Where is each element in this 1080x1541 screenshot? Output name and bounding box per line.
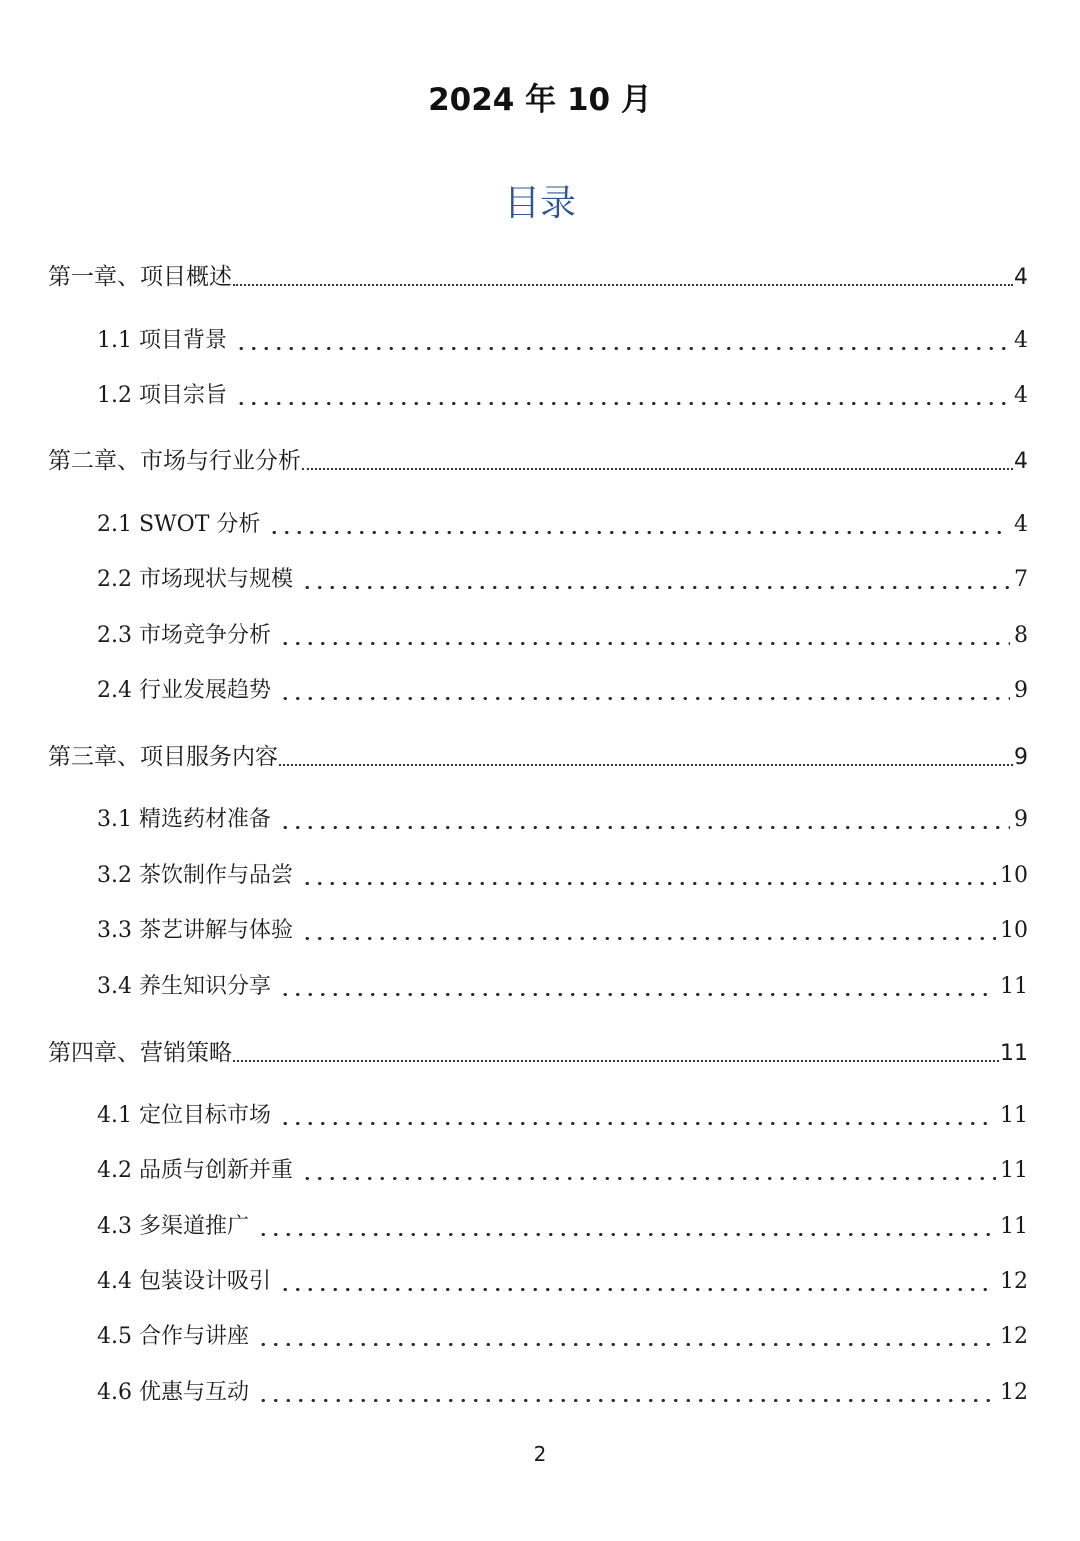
toc-leader-dots: [235, 347, 1010, 350]
toc-entry-page: 12: [1000, 1380, 1028, 1405]
toc-leader-dots: [301, 1177, 996, 1180]
toc-entry-section-2-3[interactable]: [97, 619, 1028, 653]
toc-entry-section-2-1[interactable]: [97, 508, 1028, 542]
toc-leader-dots: [257, 1399, 996, 1402]
toc-entry-page: 11: [1000, 1158, 1028, 1183]
toc-entry-label: 第三章、项目服务内容: [48, 744, 278, 770]
toc-leader-dots: [279, 993, 996, 996]
toc-entry-label: 3.1 精选药材准备: [97, 807, 271, 832]
toc-entry-page: 12: [1000, 1269, 1028, 1294]
toc-leader-dots: [279, 826, 1010, 829]
toc-entry-section-2-4[interactable]: [97, 674, 1028, 708]
toc-entry-page: 11: [1000, 1103, 1028, 1128]
toc-leader-dots: [301, 586, 1010, 589]
toc-leader-dots: [233, 284, 1013, 286]
toc-entry-label: 1.1 项目背景: [97, 328, 227, 353]
toc-entry-chapter-1[interactable]: [48, 260, 1028, 294]
toc-entry-label: 3.4 养生知识分享: [97, 974, 271, 999]
toc-entry-label: 4.3 多渠道推广: [97, 1214, 249, 1239]
toc-entry-page: 11: [1000, 974, 1028, 999]
toc-entry-section-4-3[interactable]: [97, 1210, 1028, 1244]
toc-entry-label: 4.4 包装设计吸引: [97, 1269, 271, 1294]
toc-entry-section-3-4[interactable]: [97, 970, 1028, 1004]
toc-leader-dots: [257, 1233, 996, 1236]
toc-entry-section-4-1[interactable]: [97, 1099, 1028, 1133]
toc-leader-dots: [233, 1060, 999, 1062]
toc-entry-page: 7: [1014, 567, 1028, 592]
toc-entry-page: 11: [1000, 1041, 1028, 1066]
toc-entry-chapter-4[interactable]: [48, 1036, 1028, 1070]
toc-entry-label: 1.2 项目宗旨: [97, 383, 227, 408]
toc-entry-section-4-6[interactable]: [97, 1376, 1028, 1410]
date-heading: 2024 年 10 月: [428, 82, 652, 118]
toc-title: 目录: [503, 183, 576, 224]
toc-entry-page: 4: [1014, 383, 1028, 408]
toc-entry-label: 2.4 行业发展趋势: [97, 678, 271, 703]
toc-entry-page: 9: [1014, 678, 1028, 703]
toc-entry-label: 2.1 SWOT 分析: [97, 512, 261, 537]
toc-leader-dots: [279, 697, 1010, 700]
toc-leader-dots: [257, 1343, 996, 1346]
toc-entry-page: 11: [1000, 1214, 1028, 1239]
toc-entry-label: 3.3 茶艺讲解与体验: [97, 918, 293, 943]
toc-entry-section-3-2[interactable]: [97, 859, 1028, 893]
page-number: 2: [533, 1442, 547, 1466]
toc-entry-label: 2.2 市场现状与规模: [97, 567, 293, 592]
toc-entry-section-1-1[interactable]: [97, 324, 1028, 358]
toc-entry-page: 10: [1000, 918, 1028, 943]
toc-entry-page: 9: [1014, 745, 1028, 770]
toc-entry-label: 4.2 品质与创新并重: [97, 1158, 293, 1183]
toc-entry-section-3-1[interactable]: [97, 803, 1028, 837]
toc-entry-label: 第一章、项目概述: [48, 264, 232, 290]
toc-entry-page: 10: [1000, 863, 1028, 888]
toc-entry-chapter-2[interactable]: [48, 444, 1028, 478]
toc-entry-label: 第二章、市场与行业分析: [48, 448, 301, 474]
toc-entry-label: 3.2 茶饮制作与品尝: [97, 863, 293, 888]
toc-leader-dots: [279, 764, 1013, 766]
toc-entry-page: 12: [1000, 1324, 1028, 1349]
toc-leader-dots: [279, 642, 1010, 645]
toc-entry-page: 4: [1014, 265, 1028, 290]
toc-entry-label: 4.6 优惠与互动: [97, 1380, 249, 1405]
toc-leader-dots: [302, 468, 1013, 470]
toc-entry-page: 4: [1014, 449, 1028, 474]
toc-entry-label: 2.3 市场竞争分析: [97, 623, 271, 648]
toc-entry-page: 4: [1014, 328, 1028, 353]
toc-entry-section-4-5[interactable]: [97, 1320, 1028, 1354]
toc-leader-dots: [235, 402, 1010, 405]
toc-entry-chapter-3[interactable]: [48, 740, 1028, 774]
toc-entry-label: 4.5 合作与讲座: [97, 1324, 249, 1349]
toc-entry-page: 9: [1014, 807, 1028, 832]
toc-entry-page: 8: [1014, 623, 1028, 648]
toc-leader-dots: [301, 882, 996, 885]
toc-entry-label: 第四章、营销策略: [48, 1040, 232, 1066]
toc-entry-section-4-2[interactable]: [97, 1154, 1028, 1188]
toc-entry-label: 4.1 定位目标市场: [97, 1103, 271, 1128]
toc-entry-page: 4: [1014, 512, 1028, 537]
toc-leader-dots: [279, 1288, 996, 1291]
toc-entry-section-3-3[interactable]: [97, 914, 1028, 948]
toc-leader-dots: [301, 937, 996, 940]
toc-entry-section-1-2[interactable]: [97, 379, 1028, 413]
toc-entry-section-4-4[interactable]: [97, 1265, 1028, 1299]
toc-entry-section-2-2[interactable]: [97, 563, 1028, 597]
toc-leader-dots: [279, 1122, 996, 1125]
toc-leader-dots: [268, 531, 1010, 534]
